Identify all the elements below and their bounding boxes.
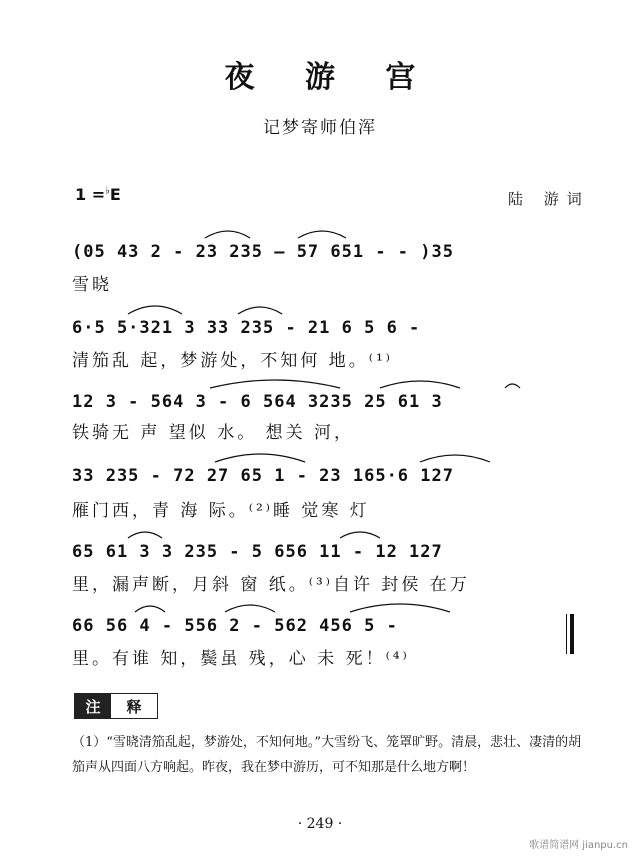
score-row-4-notes: 33 235 - 72 27 65 1 - 23 165·6 127 — [72, 466, 454, 486]
score-row-3-lyrics: 铁骑无 声 望似 水。 想关 河， — [72, 423, 355, 443]
notes-label — [74, 693, 158, 719]
annotation-text: （1）“雪晓清笳乱起，梦游处，不知何地。”大雪纷飞、笼罩旷野。清晨，悲壮、凄清的胡笳声从四面八方响起。昨夜，我在梦中游历，可不知那是什么地方啊！ — [72, 735, 582, 775]
score-row-1-lyrics: 雪晓 — [72, 275, 112, 295]
score-row-5-lyrics: 里，漏声断，月斜 窗 纸。⁽³⁾自许 封侯 在万 — [72, 575, 470, 595]
score-row-5-notes: 65 61 3 3 235 - 5 656 11 - 12 127 — [72, 542, 443, 562]
score-row-2-lyrics: 清笳乱 起，梦游处，不知何 地。⁽¹⁾ — [72, 351, 393, 371]
key-note: E — [109, 185, 121, 204]
score-row-1-notes: (05 43 2 - 23 235 — 57 651 - - )35 — [72, 242, 454, 262]
notes-label-inverse: 注 — [75, 694, 111, 718]
score-row-4-lyrics: 雁门西，青 海 际。⁽²⁾睡 觉寒 灯 — [72, 501, 370, 521]
lyricist-credit: 陆 游词 — [508, 190, 590, 208]
score-row-6-notes: 66 56 4 - 556 2 - 562 456 5 - — [72, 616, 398, 636]
song-subtitle: 记梦寄师伯浑 — [263, 118, 377, 138]
site-watermark: 歌谱简谱网 jianpu.cn — [529, 840, 628, 851]
song-title: 夜 游 宫 — [224, 60, 436, 95]
score-row-6-lyrics: 里。有谁 知，鬓虽 残，心 未 死！⁽⁴⁾ — [72, 649, 410, 669]
key-prefix: 1 = — [75, 185, 106, 204]
score-row-3-notes: 12 3 - 564 3 - 6 564 3235 25 61 3 — [72, 392, 443, 412]
score-row-2-notes: 6·5 5·321 3 33 235 - 21 6 5 6 - — [72, 318, 421, 338]
page-number: · 249 · — [297, 816, 343, 832]
notes-label-plain: 释 — [126, 697, 142, 716]
flat-sign: ♭ — [105, 185, 110, 197]
